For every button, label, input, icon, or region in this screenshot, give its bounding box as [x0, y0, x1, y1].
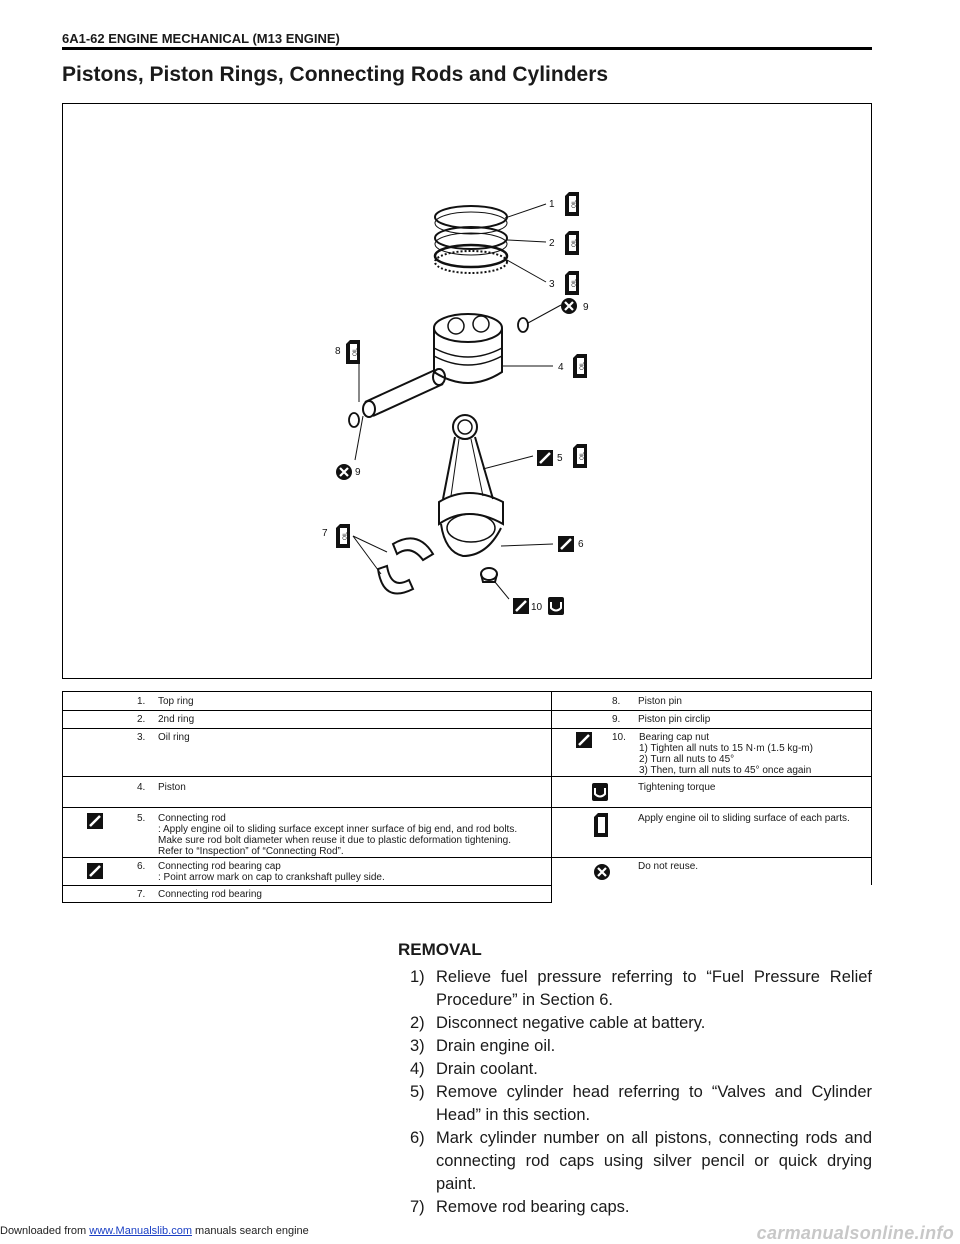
- callout-1: 1: [549, 199, 555, 210]
- download-footer: Downloaded from www.Manualslib.com manuals search engine carmanualsonline.info: [0, 1223, 954, 1243]
- legend-row: 4. Piston: [62, 776, 552, 807]
- callout-8: 8: [335, 346, 341, 357]
- legend-row: 8. Piston pin: [552, 691, 872, 710]
- apply-oil-brush-icon: [537, 450, 553, 466]
- bearing-cap-nut: [481, 568, 497, 582]
- manualslib-link[interactable]: www.Manualslib.com: [89, 1225, 192, 1237]
- legend-row: 3. Oil ring: [62, 728, 552, 776]
- legend-row: 1. Top ring: [62, 691, 552, 710]
- legend-row: Tightening torque: [552, 776, 872, 807]
- connecting-rod: [439, 415, 503, 556]
- oil-can-icon: [565, 192, 579, 216]
- callout-4: 4: [558, 362, 564, 373]
- callout-3: 3: [549, 279, 555, 290]
- legend-row: 5. Connecting rod : Apply engine oil to sliding surface except inner surface of big end, and rod bolts. Make sure rod bolt diameter when reuse it due to plastic deformation tightening. Refer to “Inspection” of “Connecting Rod”.: [62, 807, 552, 857]
- no-reuse-icon: [336, 464, 352, 480]
- legend-row: 6. Connecting rod bearing cap : Point arrow mark on cap to crankshaft pulley side.: [62, 857, 552, 885]
- oil-can-icon: [336, 524, 350, 548]
- no-reuse-icon: [593, 863, 611, 881]
- connecting-rod-bearings: [378, 538, 433, 593]
- piston-pin: [363, 369, 445, 417]
- legend-row: 9. Piston pin circlip: [552, 710, 872, 728]
- removal-step: 4) Drain coolant.: [410, 1060, 538, 1078]
- callout-9-circlip-left: 9: [355, 467, 361, 478]
- oil-can-icon: [565, 231, 579, 255]
- legend-row: 2. 2nd ring: [62, 710, 552, 728]
- oil-can-icon: [346, 340, 360, 364]
- apply-oil-brush-icon: [87, 813, 103, 829]
- removal-step: 7) Remove rod bearing caps.: [410, 1198, 630, 1216]
- watermark: carmanualsonline.info: [756, 1223, 954, 1243]
- header-rule: [62, 47, 872, 50]
- page-title: Pistons, Piston Rings, Connecting Rods and Cylinders: [62, 63, 609, 86]
- oil-can-icon: [573, 354, 587, 378]
- apply-oil-brush-icon: [576, 732, 592, 748]
- callout-7: 7: [322, 528, 328, 539]
- oil-can-icon: [594, 813, 608, 837]
- tightening-torque-icon: [592, 783, 608, 801]
- removal-heading: REMOVAL: [398, 940, 482, 959]
- no-reuse-icon: [561, 298, 577, 314]
- legend-row: 7. Connecting rod bearing: [62, 885, 552, 903]
- exploded-diagram-svg: OIL 1 2 3 4 5 6 7 8 9 9 10: [69, 111, 589, 613]
- oil-can-icon: [573, 444, 587, 468]
- apply-oil-brush-icon: [558, 536, 574, 552]
- legend-row: Do not reuse.: [552, 857, 872, 885]
- oil-can-icon: [565, 271, 579, 295]
- callout-6: 6: [578, 539, 584, 550]
- tightening-torque-icon: [548, 597, 564, 615]
- apply-oil-brush-icon: [513, 598, 529, 614]
- piston-rings: [435, 206, 507, 273]
- callout-2: 2: [549, 238, 555, 249]
- exploded-diagram: [62, 103, 872, 679]
- removal-steps: [398, 966, 872, 1219]
- callout-5: 5: [557, 453, 563, 464]
- legend-row: 10. Bearing cap nut 1) Tighten all nuts to 15 N·m (1.5 kg-m) 2) Turn all nuts to 45° 3) Then, turn all nuts to 45° once again: [552, 728, 872, 776]
- removal-step: 2) Disconnect negative cable at battery.: [410, 1014, 706, 1032]
- removal-step: 5) Remove cylinder head referring to “Valves and Cylinder Head” in this section.: [410, 1083, 872, 1124]
- legend-row: Apply engine oil to sliding surface of each parts.: [552, 807, 872, 857]
- apply-oil-brush-icon: [87, 863, 103, 879]
- removal-step: 6) Mark cylinder number on all pistons, connecting rods and connecting rod caps using silver pencil or quick drying paint.: [410, 1129, 872, 1193]
- removal-step: 3) Drain engine oil.: [410, 1037, 556, 1055]
- page-section-header: 6A1-62 ENGINE MECHANICAL (M13 ENGINE): [62, 31, 340, 46]
- callout-10: 10: [531, 602, 543, 613]
- callout-9-circlip-right: 9: [583, 302, 589, 313]
- removal-step: 1) Relieve fuel pressure referring to “Fuel Pressure Relief Procedure” in Section 6.: [410, 968, 872, 1009]
